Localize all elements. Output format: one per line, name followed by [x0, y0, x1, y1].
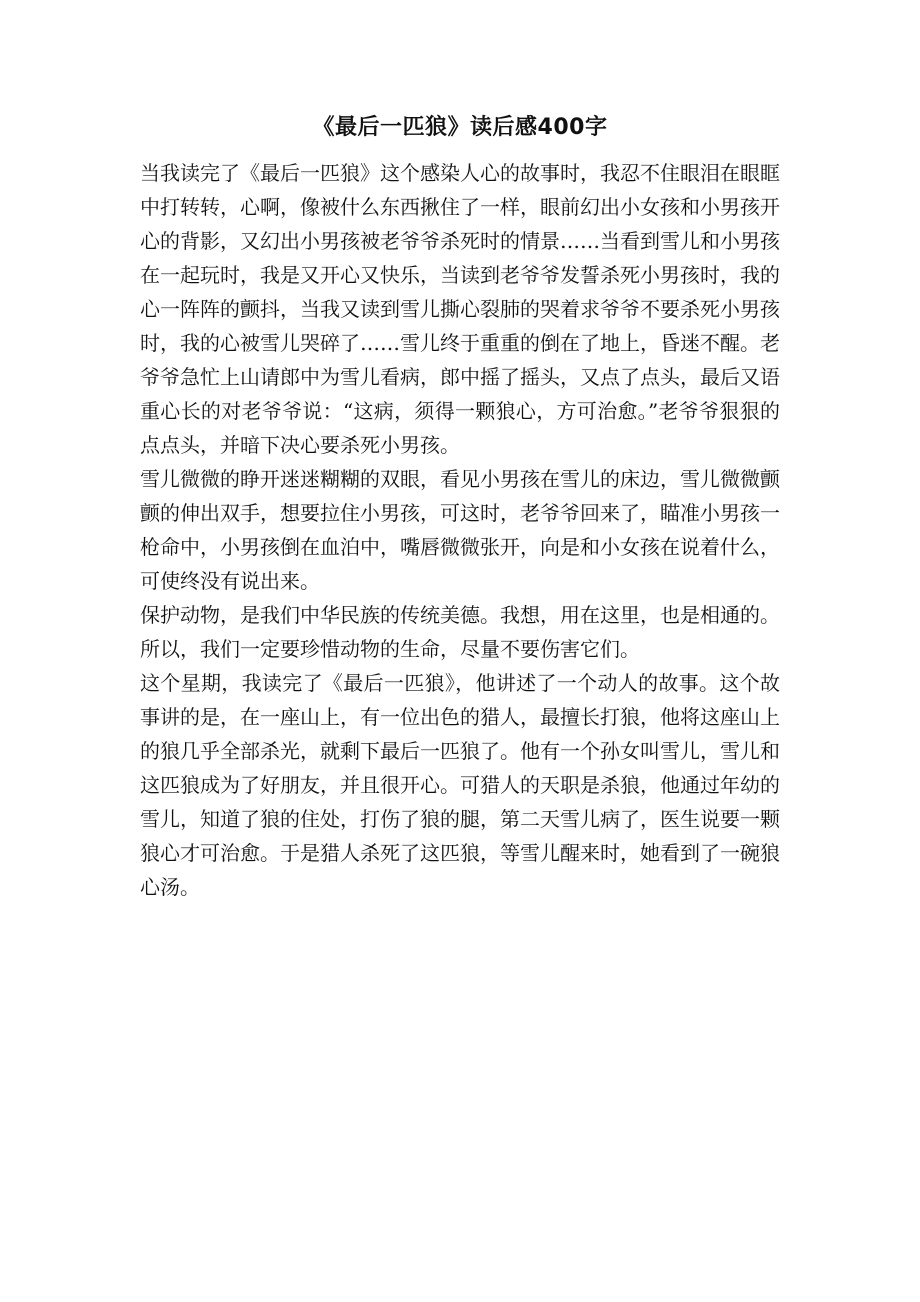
- paragraph-2: 雪儿微微的睁开迷迷糊糊的双眼，看见小男孩在雪儿的床边，雪儿微微颤颤的伸出双手，想要拉住小男孩，可这时，老爷爷回来了，瞄准小男孩一枪命中，小男孩倒在血泊中，嘴唇微微张开，向是和小女孩在说着什么，可使终没有说出来。: [140, 467, 780, 593]
- document-title: 《最后一匹狼》读后感400字: [312, 115, 608, 140]
- paragraph-1: 当我读完了《最后一匹狼》这个感染人心的故事时，我忍不住眼泪在眼眶中打转转，心啊，像被什么东西揪住了一样，眼前幻出小女孩和小男孩开心的背影，又幻出小男孩被老爷爷杀死时的情景……当看到雪儿和小男孩在一起玩时，我是又开心又快乐，当读到老爷爷发誓杀死小男孩时，我的心一阵阵的颤抖，当我又读到雪儿撕心裂肺的哭着求爷爷不要杀死小男孩时，我的心被雪儿哭碎了……雪儿终于重重的倒在了地上，昏迷不醒。老爷爷急忙上山请郎中为雪儿看病，郎中摇了摇头，又点了点头，最后又语重心长的对老爷爷说：“这病，须得一颗狼心，方可治愈。”老爷爷狠狠的点点头，并暗下决心要杀死小男孩。: [140, 161, 780, 457]
- document-body: [140, 156, 780, 904]
- paragraph-3: 保护动物，是我们中华民族的传统美德。我想，用在这里，也是相通的。所以，我们一定要珍惜动物的生命，尽量不要伤害它们。: [140, 603, 780, 661]
- paragraph-4: 这个星期，我读完了《最后一匹狼》，他讲述了一个动人的故事。这个故事讲的是，在一座山上，有一位出色的猎人，最擅长打狼，他将这座山上的狼几乎全部杀光，就剩下最后一匹狼了。他有一个孙女叫雪儿，雪儿和这匹狼成为了好朋友，并且很开心。可猎人的天职是杀狼，他通过年幼的雪儿，知道了狼的住处，打伤了狼的腿，第二天雪儿病了，医生说要一颗狼心才可治愈。于是猎人杀死了这匹狼，等雪儿醒来时，她看到了一碗狼心汤。: [140, 671, 780, 899]
